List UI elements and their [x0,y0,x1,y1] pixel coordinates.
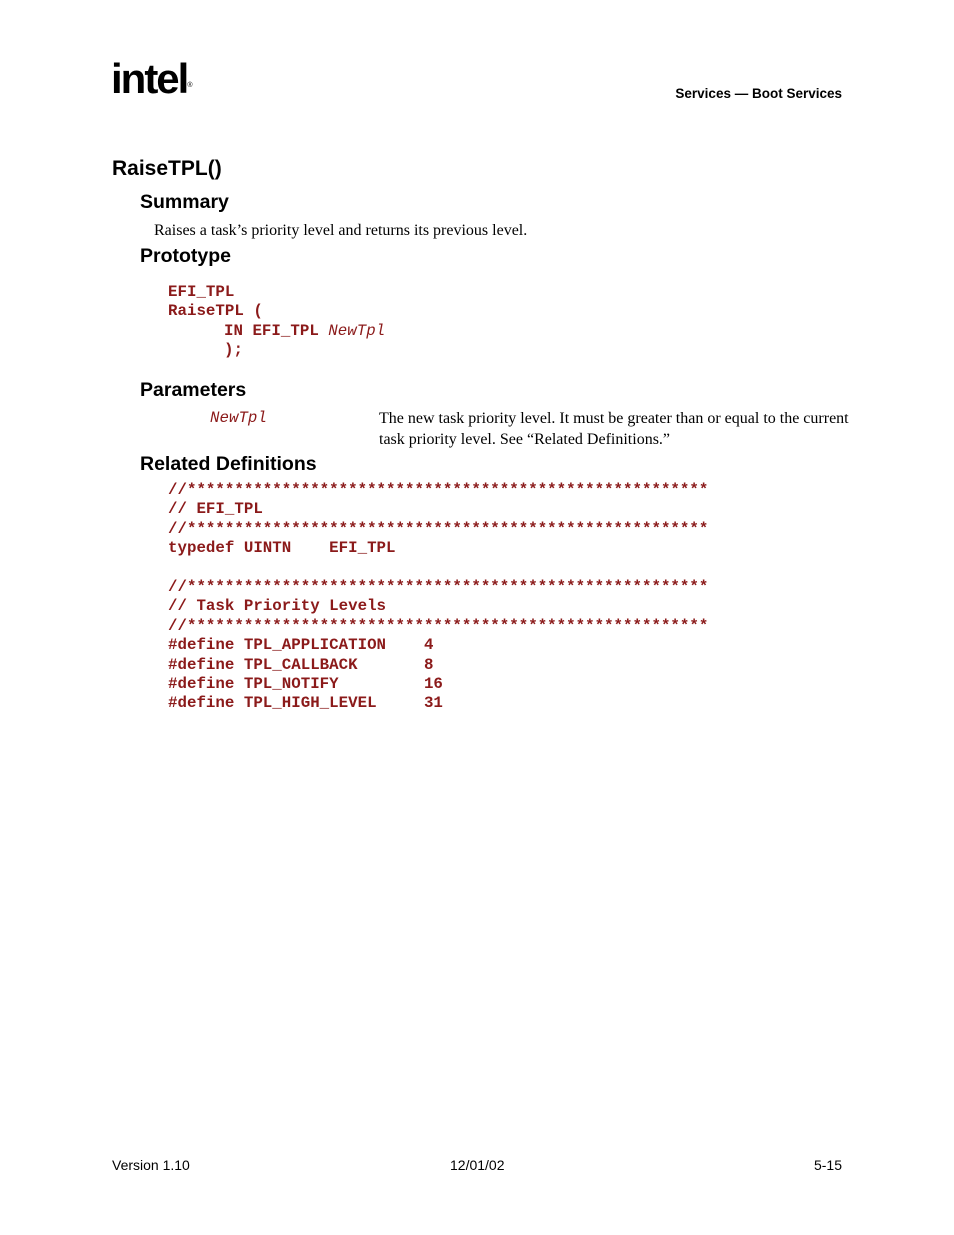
code-line: #define TPL_APPLICATION 4 [168,636,434,655]
footer-date: 12/01/02 [450,1157,505,1173]
code-line: #define TPL_CALLBACK 8 [168,655,434,674]
code-line: //******************************************************* [168,519,709,538]
code-line: //******************************************************* [168,578,709,596]
code-line: // Task Priority Levels [168,597,387,616]
code-line: typedef UINTN EFI_TPL [168,539,396,558]
prototype-code [168,283,385,361]
page-title: RaiseTPL() [112,157,222,180]
parameters-heading: Parameters [140,379,247,401]
prototype-line: ); [224,341,243,360]
registered-mark: ® [187,82,193,89]
prototype-line: EFI_TPL [168,283,235,301]
prototype-param-type: IN EFI_TPL [224,321,329,340]
code-line: // EFI_TPL [168,500,263,519]
code-line: #define TPL_HIGH_LEVEL 31 [168,694,443,713]
logo-text: intel [111,55,188,102]
intel-logo [111,55,193,102]
code-line: //******************************************************* [168,481,709,499]
prototype-line [168,322,385,341]
related-definitions-heading: Related Definitions [140,453,317,475]
related-code-block-1 [168,481,708,559]
code-line: //******************************************************* [168,616,709,635]
related-code-block-2 [168,578,708,714]
param-description: The new task priority level. It must be greater than or equal to the current task priority level. See “Related Definitions.” [379,410,849,448]
param-name: NewTpl [210,409,267,427]
footer-page-number: 5-15 [813,1157,842,1173]
summary-text: Raises a task’s priority level and returns its previous level. [154,222,528,239]
footer-version: Version 1.10 [112,1157,190,1173]
code-line: #define TPL_NOTIFY 16 [168,675,443,694]
prototype-line: RaiseTPL ( [168,302,263,321]
running-header: Services — Boot Services [675,86,842,101]
summary-heading: Summary [140,191,229,213]
prototype-param-name: NewTpl [328,321,386,340]
prototype-heading: Prototype [140,245,232,267]
